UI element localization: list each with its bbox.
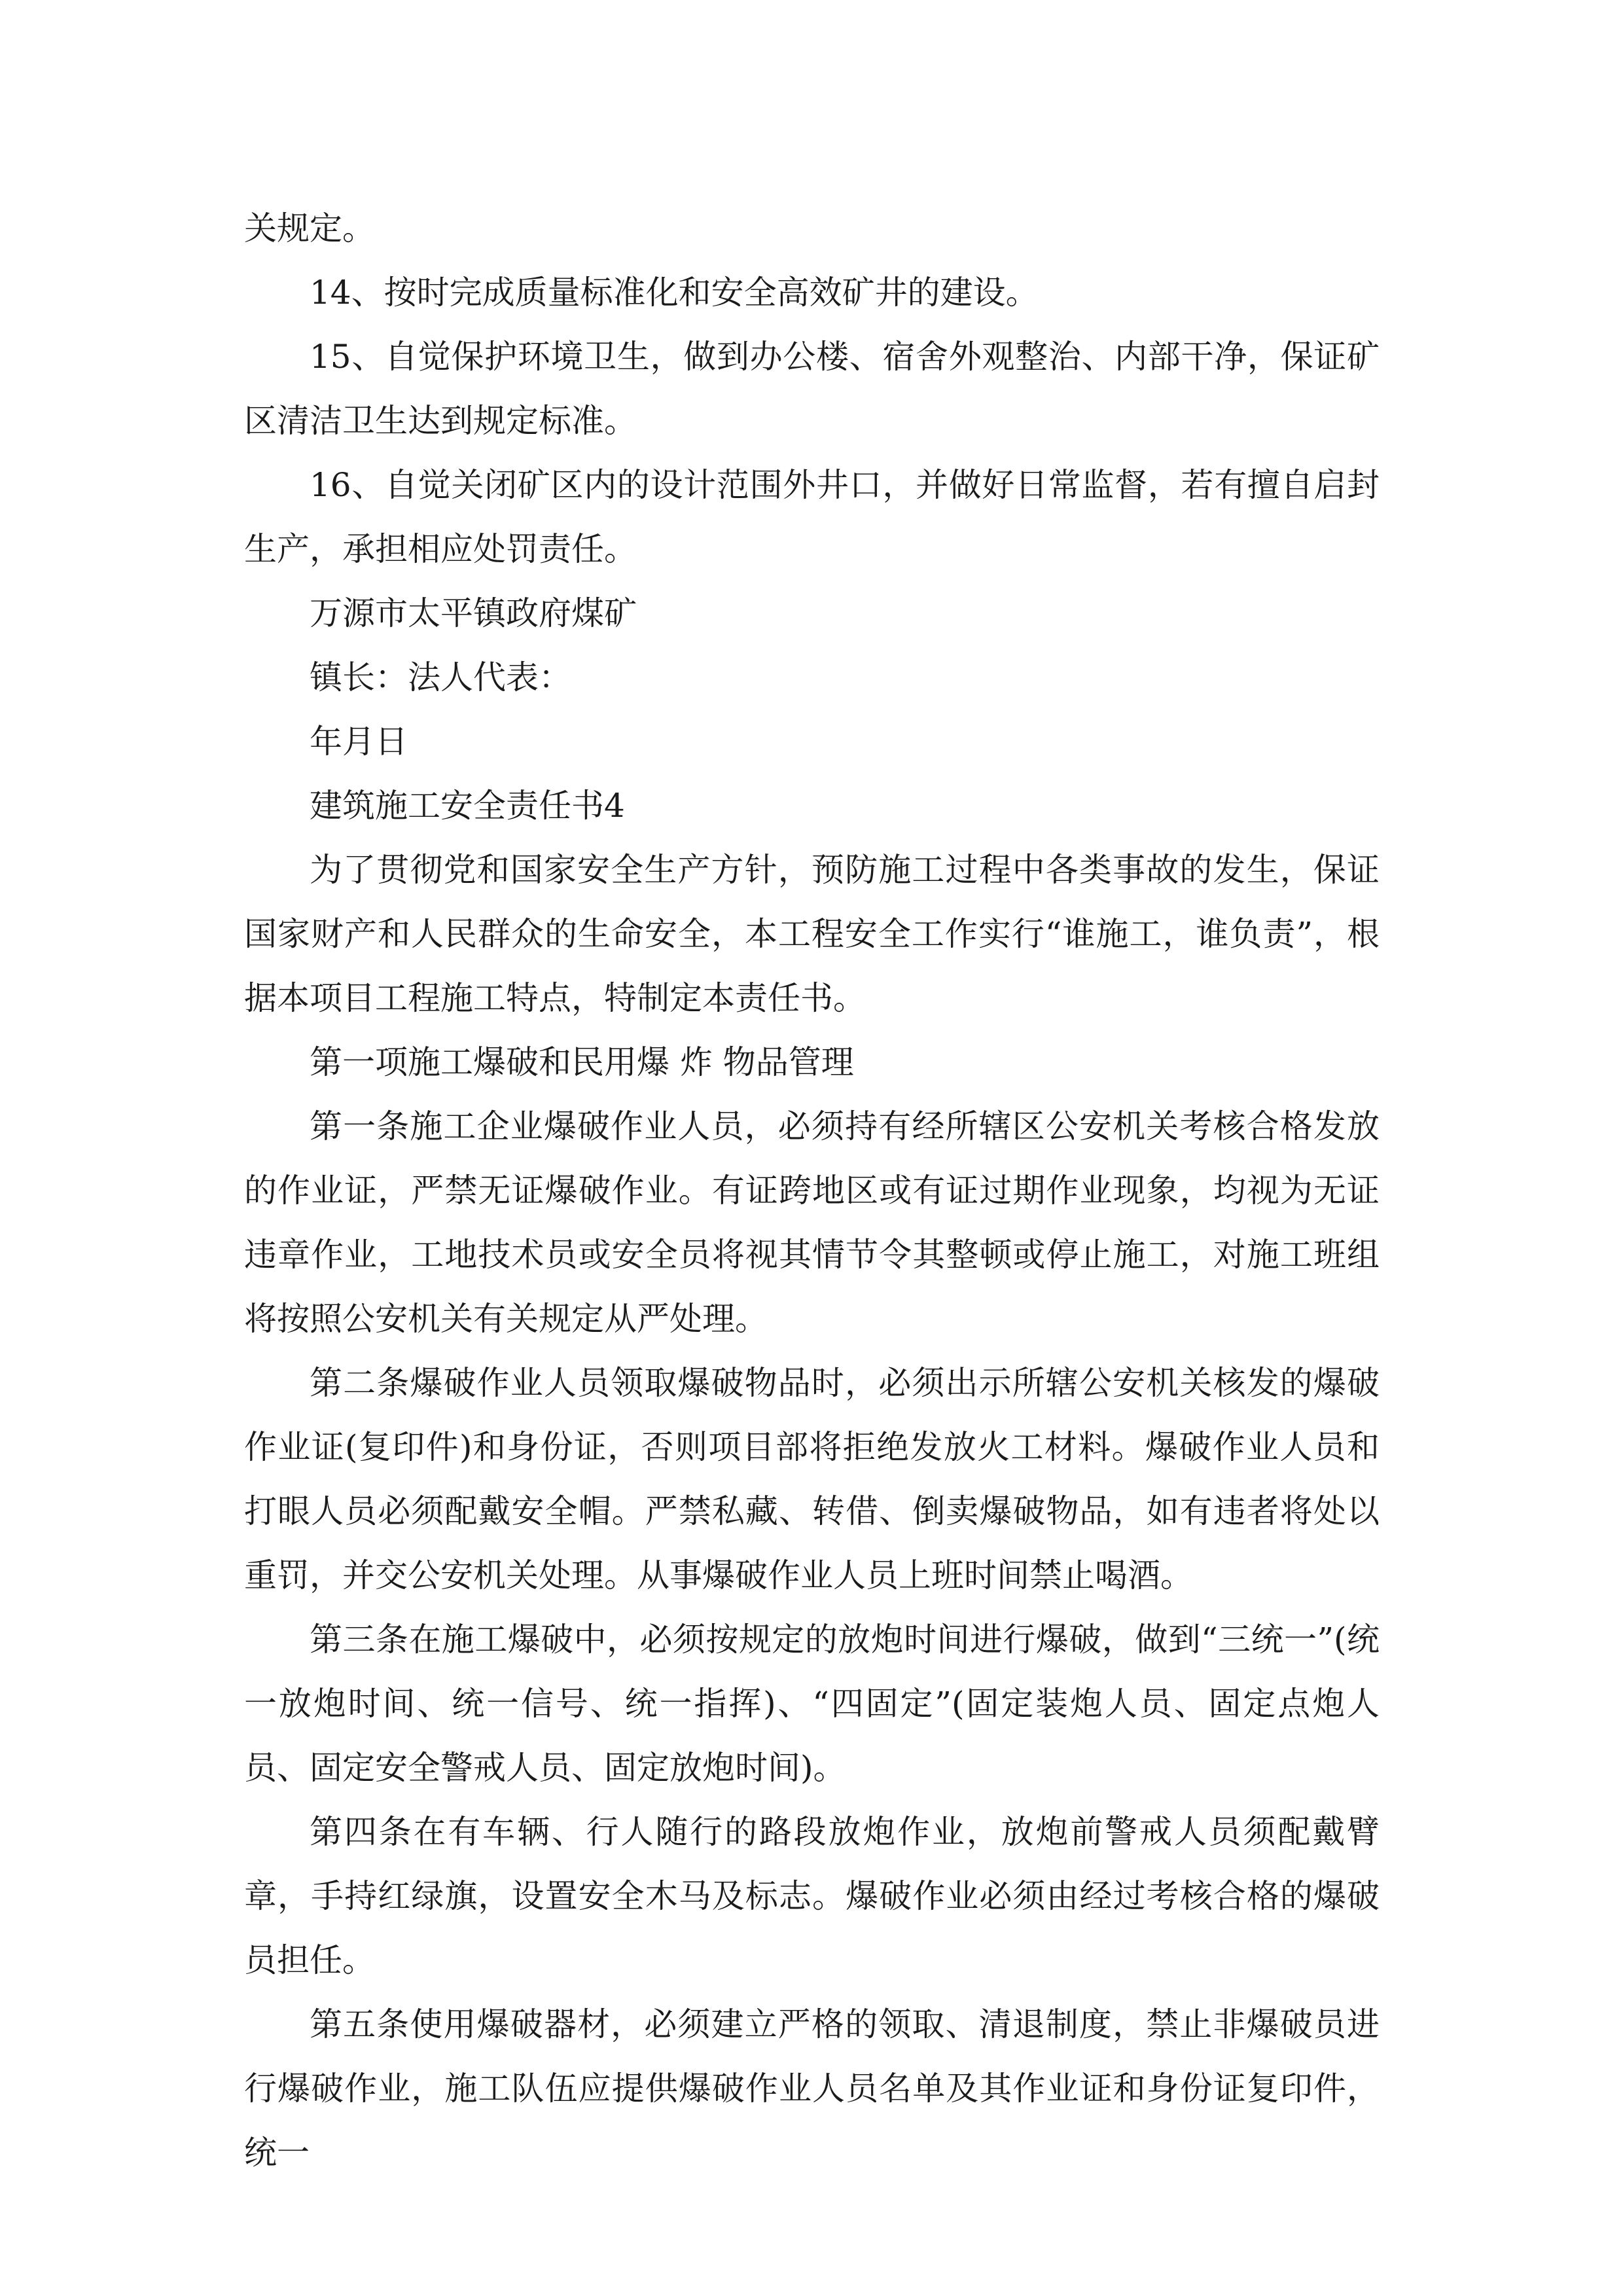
- paragraph: 16、自觉关闭矿区内的设计范围外井口，并做好日常监督，若有擅自启封生产，承担相应处罚责任。: [244, 466, 1380, 568]
- paragraph: 为了贯彻党和国家安全生产方针，预防施工过程中各类事故的发生，保证国家财产和人民群众的生命安全，本工程安全工作实行“谁施工，谁负责”，根据本项目工程施工特点，特制定本责任书。: [244, 851, 1380, 1017]
- paragraph: 关规定。: [244, 209, 375, 247]
- section-heading: 第一项施工爆破和民用爆 炸 物品管理: [310, 1043, 854, 1081]
- paragraph: 15、自觉保护环境卫生，做到办公楼、宿舍外观整治、内部干净，保证矿区清洁卫生达到规定标准。: [244, 338, 1380, 440]
- signature-org: 万源市太平镇政府煤矿: [310, 594, 637, 632]
- document-body: [244, 196, 1380, 2185]
- article-2: 第二条爆破作业人员领取爆破物品时，必须出示所辖公安机关核发的爆破作业证(复印件)和身份证，否则项目部将拒绝发放火工材料。爆破作业人员和打眼人员必须配戴安全帽。严禁私藏、转借、倒卖爆破物品，如有违者将处以重罚，并交公安机关处理。从事爆破作业人员上班时间禁止喝酒。: [244, 1364, 1380, 1594]
- article-4: 第四条在有车辆、行人随行的路段放炮作业，放炮前警戒人员须配戴臂章，手持红绿旗，设置安全木马及标志。爆破作业必须由经过考核合格的爆破员担任。: [244, 1813, 1380, 1979]
- date-line: 年月日: [310, 723, 408, 761]
- article-1: 第一条施工企业爆破作业人员，必须持有经所辖区公安机关考核合格发放的作业证，严禁无证爆破作业。有证跨地区或有证过期作业现象，均视为无证违章作业，工地技术员或安全员将视其情节令其整顿或停止施工，对施工班组将按照公安机关有关规定从严处理。: [244, 1107, 1380, 1338]
- article-3: 第三条在施工爆破中，必须按规定的放炮时间进行爆破，做到“三统一”(统一放炮时间、统一信号、统一指挥)、“四固定”(固定装炮人员、固定点炮人员、固定安全警戒人员、固定放炮时间)。: [244, 1621, 1380, 1787]
- section-title: 建筑施工安全责任书4: [310, 787, 625, 825]
- paragraph: 14、按时完成质量标准化和安全高效矿井的建设。: [310, 274, 1039, 312]
- article-5: 第五条使用爆破器材，必须建立严格的领取、清退制度，禁止非爆破员进行爆破作业，施工队伍应提供爆破作业人员名单及其作业证和身份证复印件，统一: [244, 2005, 1380, 2172]
- signature-line: 镇长：法人代表：: [310, 658, 571, 696]
